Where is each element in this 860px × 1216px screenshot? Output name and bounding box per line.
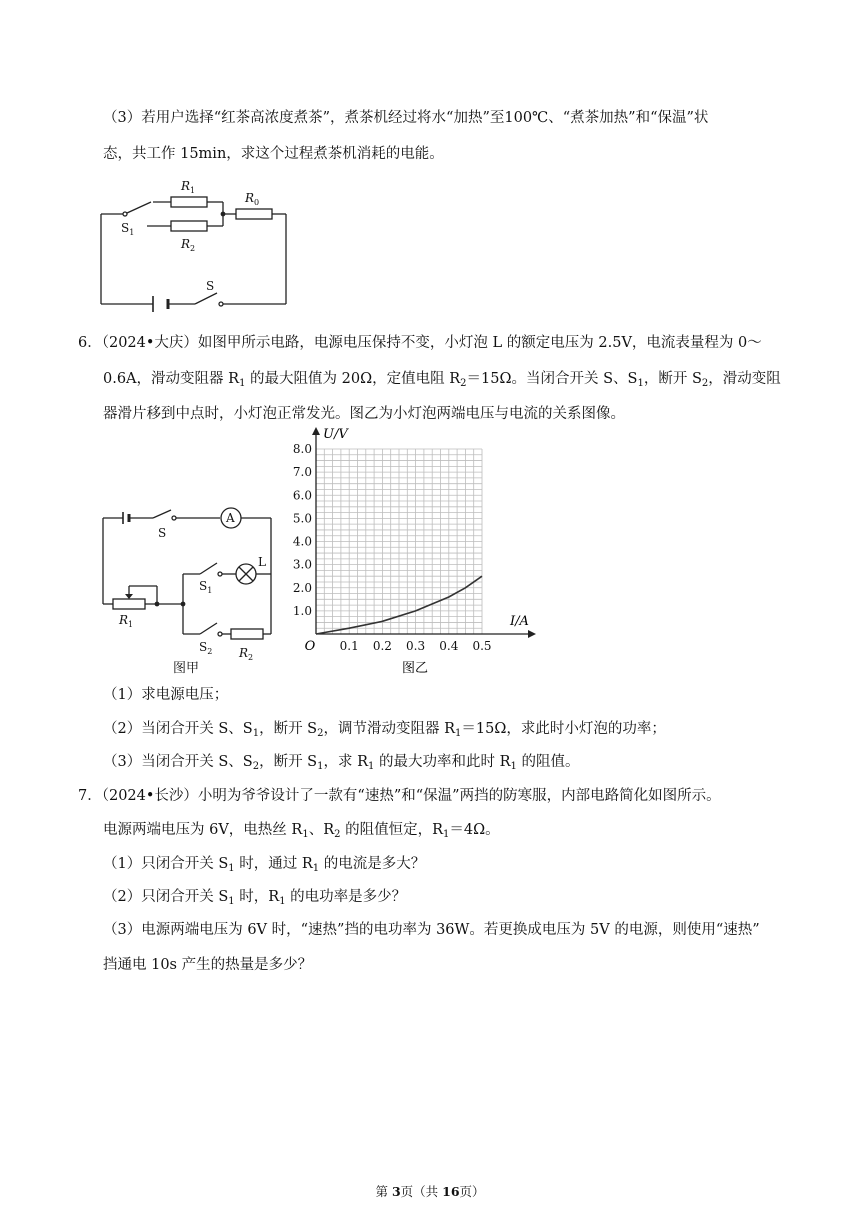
q7-part3-line2: 挡通电 10s 产生的热量是多少？ (103, 957, 313, 973)
switch-s1-label: $S_1$ (199, 579, 213, 595)
q6-line3: 器滑片移到中点时，小灯泡正常发光。图乙为小灯泡两端电压与电流的关系图像。 (103, 406, 625, 422)
q6-part1: （1）求电源电压； (103, 687, 229, 703)
q6-line1: 6．（2024•大庆）如图甲所示电路，电源电压保持不变，小灯泡 L 的额定电压为 2.5V，电流表量程为 0～ (78, 335, 762, 351)
circuit-diagram-jia (95, 500, 285, 680)
switch-s2-label: $S_2$ (199, 640, 213, 656)
circuit-diagram-1 (95, 172, 295, 312)
resistor-r2-label: $R_2$ (239, 646, 254, 662)
switch-s-label: S (158, 526, 167, 540)
page-footer: 第 3页（共 16页） (375, 1184, 485, 1199)
y-tick-label: 5.0 (292, 511, 312, 526)
q7-line1: 7．（2024•长沙）小明为爷爷设计了一款有“速热”和“保温”两挡的防寒服，内部电路简化如图所示。 (78, 788, 721, 804)
x-tick-label: 0.5 (472, 639, 492, 653)
r0-label: $R_0$ (245, 191, 260, 207)
x-axis-arrow (528, 630, 536, 638)
x-tick-label: 0.1 (339, 639, 359, 653)
x-tick-label: 0.4 (439, 639, 459, 653)
x-tick-label: 0.3 (406, 639, 426, 653)
y-axis-label: U/V (323, 427, 348, 442)
ammeter-label: A (226, 511, 235, 525)
r1-label: $R_1$ (181, 179, 196, 195)
y-tick-label: 8.0 (292, 442, 312, 456)
y-tick-label: 2.0 (292, 580, 312, 595)
q5-part3-line2: 态，共工作 15min，求这个过程煮茶机消耗的电能。 (103, 146, 444, 162)
origin-label: O (304, 639, 316, 654)
y-tick-label: 4.0 (292, 534, 312, 549)
chart-title: 图乙 (401, 661, 429, 676)
q6-part2: （2）当闭合开关 S、$S_1$，断开 $S_2$，调节滑动变阻器 $R_1=15\Omega$，求此时小灯泡的功率； (103, 721, 666, 739)
y-tick-label: 3.0 (292, 557, 312, 572)
q7-part2: （2）只闭合开关 $S_1$ 时，$R_1$ 的电功率是多少？ (103, 889, 407, 907)
x-axis-label: I/A (510, 614, 529, 629)
y-axis-arrow (312, 427, 320, 435)
q7-part3-line1: （3）电源两端电压为 6V 时，“速热”挡的电功率为 36W。若更换成电压为 5V 的电源，则使用“速热” (103, 922, 760, 938)
q5-part3-line1: （3）若用户选择“红茶高浓度煮茶”，煮茶机经过将水“加热”至100℃、“煮茶加热”和“保温”状 (103, 110, 709, 126)
chart-grid (316, 449, 482, 634)
rheostat-r1-label: $R_1$ (119, 613, 134, 629)
q7-part1: （1）只闭合开关 $S_1$ 时，通过 $R_1$ 的电流是多大？ (103, 856, 426, 874)
x-tick-label: 0.2 (372, 639, 392, 653)
r2-label: $R_2$ (181, 237, 196, 253)
y-tick-label: 7.0 (292, 465, 312, 480)
y-tick-label: 1.0 (292, 603, 312, 618)
q6-line2: 0.6A，滑动变阻器 $R_1$ 的最大阻值为 20Ω，定值电阻 $R_2=15\Omega$。当闭合开关 S、$S_1$，断开 $S_2$，滑动变阻 (103, 371, 781, 389)
s-label: S (206, 279, 215, 293)
figure-jia-caption: 图甲 (173, 661, 200, 676)
voltage-current-chart (285, 425, 545, 680)
s1-label: $S_1$ (121, 221, 135, 237)
q6-part3: （3）当闭合开关 S、$S_2$，断开 $S_1$，求 $R_1$ 的最大功率和此时 $R_1$ 的阻值。 (103, 754, 580, 772)
q7-line2: 电源两端电压为 6V，电热丝 $R_1$、$R_2$ 的阻值恒定，$R_1=4\Omega$。 (103, 822, 500, 840)
y-tick-label: 6.0 (292, 488, 312, 503)
lamp-l-label: L (258, 555, 266, 569)
